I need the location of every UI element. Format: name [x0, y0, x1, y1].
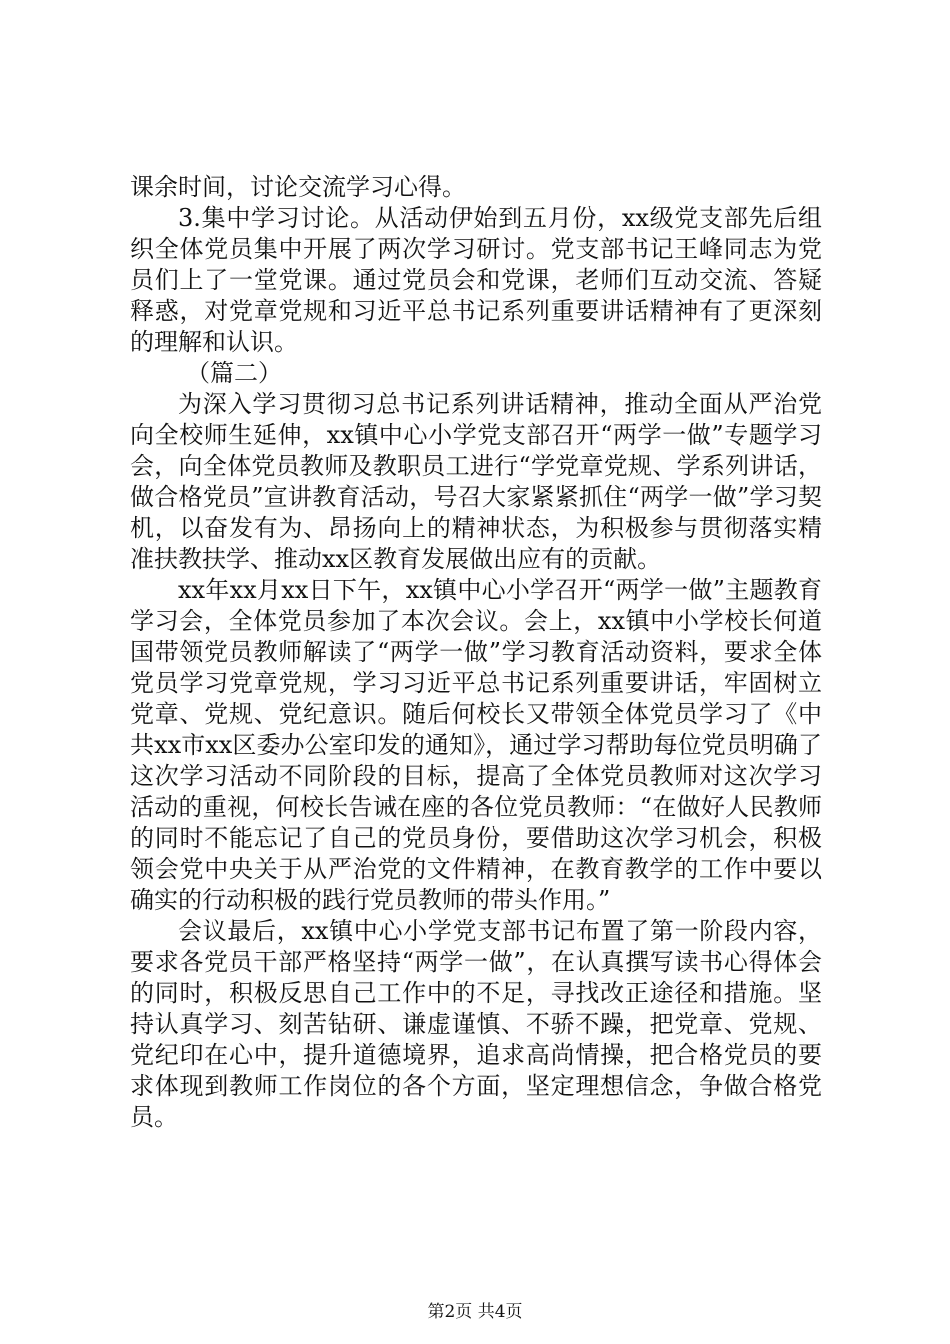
- paragraph-meeting: xx年xx月xx日下午，xx镇中心小学召开“两学一做”主题教育学习会，全体党员参加了本次会议。会上，xx镇中小学校长何道国带领党员教师解读了“两学一做”学习教育活动资料，要求全体党员学习党章党规，学习习近平总书记系列重要讲话，牢固树立党章、党规、党纪意识。随后何校长又带领全体党员学习了《中共xx市xx区委办公室印发的通知》，通过学习帮助每位党员明确了这次学习活动不同阶段的目标，提高了全体党员教师对这次学习活动的重视，何校长告诫在座的各位党员教师：“在做好人民教师的同时不能忘记了自己的党员身份，要借助这次学习机会，积极领会党中央关于从严治党的文件精神，在教育教学的工作中要以确实的行动积极的践行党员教师的带头作用。”: [130, 576, 822, 914]
- document-body: [130, 172, 822, 1133]
- paragraph-group-study: 3.集中学习讨论。从活动伊始到五月份，xx级党支部先后组织全体党员集中开展了两次学习研讨。党支部书记王峰同志为党员们上了一堂党课。通过党员会和党课，老师们互动交流、答疑释惑，对党章党规和习近平总书记系列重要讲话精神有了更深刻的理解和认识。: [130, 204, 822, 356]
- section-heading: （篇二）: [186, 359, 282, 387]
- paragraph-intro: 为深入学习贯彻习总书记系列讲话精神，推动全面从严治党向全校师生延伸，xx镇中心小学党支部召开“两学一做”专题学习会，向全体党员教师及教职员工进行“学党章党规、学系列讲话，做合格党员”宣讲教育活动，号召大家紧紧抓住“两学一做”学习契机，以奋发有为、昂扬向上的精神状态，为积极参与贯彻落实精准扶教扶学、推动xx区教育发展做出应有的贡献。: [130, 390, 822, 573]
- paragraph-continuation: 课余时间，讨论交流学习心得。: [130, 173, 466, 201]
- paragraph-conclusion: 会议最后，xx镇中心小学党支部书记布置了第一阶段内容，要求各党员干部严格坚持“两学一做”，在认真撰写读书心得体会的同时，积极反思自己工作中的不足，寻找改正途径和措施。坚持认真学习、刻苦钻研、谦虚谨慎、不骄不躁，把党章、党规、党纪印在心中，提升道德境界，追求高尚情操，把合格党员的要求体现到教师工作岗位的各个方面，坚定理想信念，争做合格党员。: [130, 917, 822, 1131]
- page-footer: 第2页 共4页: [427, 1302, 523, 1322]
